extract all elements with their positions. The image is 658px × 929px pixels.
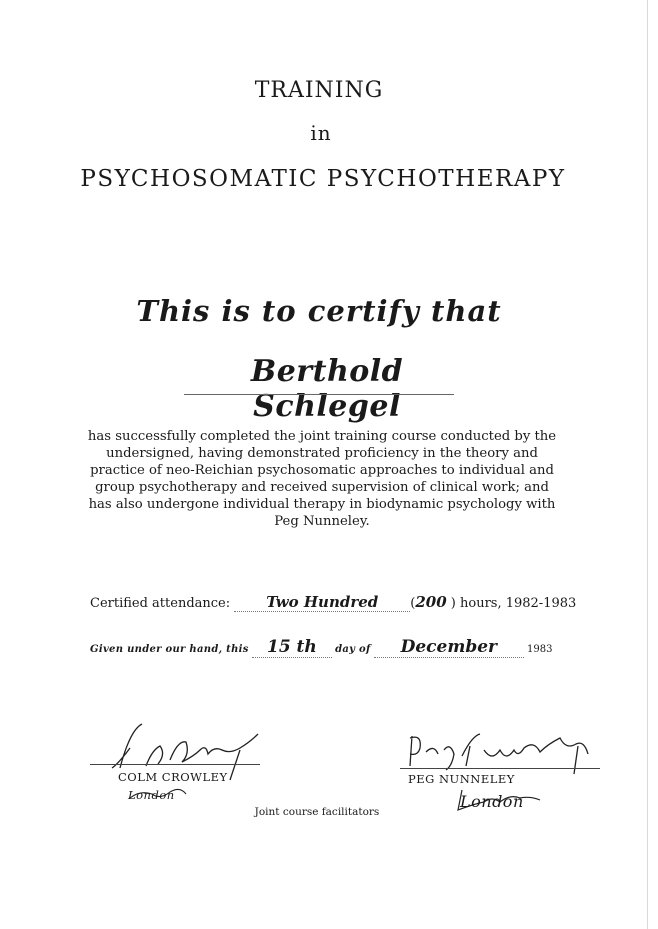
given-day-label: day of xyxy=(335,644,371,655)
signature-line-right xyxy=(400,768,600,769)
signature-block-nunneley xyxy=(400,726,600,836)
attendance-label: Certified attendance: xyxy=(90,596,231,611)
attendance-hours-words: Two Hundred xyxy=(234,593,410,612)
certificate-statement: has successfully completed the joint training course conducted by the undersigned, having demonstrated proficiency in the theory and practice of neo-Reichian psychosomatic approaches to individual and group psychotherapy and received supervision of clinical work; and has also undergone individual therapy in biodynamic psychology with Peg Nunneley. xyxy=(87,429,557,529)
facilitators-caption: Joint course facilitators xyxy=(254,806,380,818)
given-year: 1983 xyxy=(527,644,553,655)
given-month: December xyxy=(374,637,524,658)
facilitator-place-left: London xyxy=(128,788,175,802)
signature-line-left xyxy=(90,764,260,765)
attendance-line xyxy=(90,593,576,612)
title-discipline: PSYCHOSOMATIC PSYCHOTHERAPY xyxy=(80,166,566,192)
attendance-open-paren: ( xyxy=(410,596,416,611)
facilitator-place-right: London xyxy=(460,792,524,811)
title-training: TRAINING xyxy=(254,78,384,103)
facilitator-name-left: COLM CROWLEY xyxy=(118,770,228,784)
facilitator-name-right: PEG NUNNELEY xyxy=(408,772,515,786)
attendance-hours-number: 200 xyxy=(415,593,447,611)
given-day: 15 th xyxy=(252,637,332,658)
given-line xyxy=(90,637,552,658)
attendance-suffix: ) hours, 1982-1983 xyxy=(450,596,577,611)
recipient-underline xyxy=(184,394,454,395)
recipient-name: Berthold Schlegel xyxy=(250,354,404,424)
title-in: in xyxy=(310,121,332,145)
recipient-block xyxy=(184,350,454,424)
certify-heading: This is to certify that xyxy=(136,294,502,328)
given-prefix: Given under our hand, this xyxy=(90,644,249,655)
